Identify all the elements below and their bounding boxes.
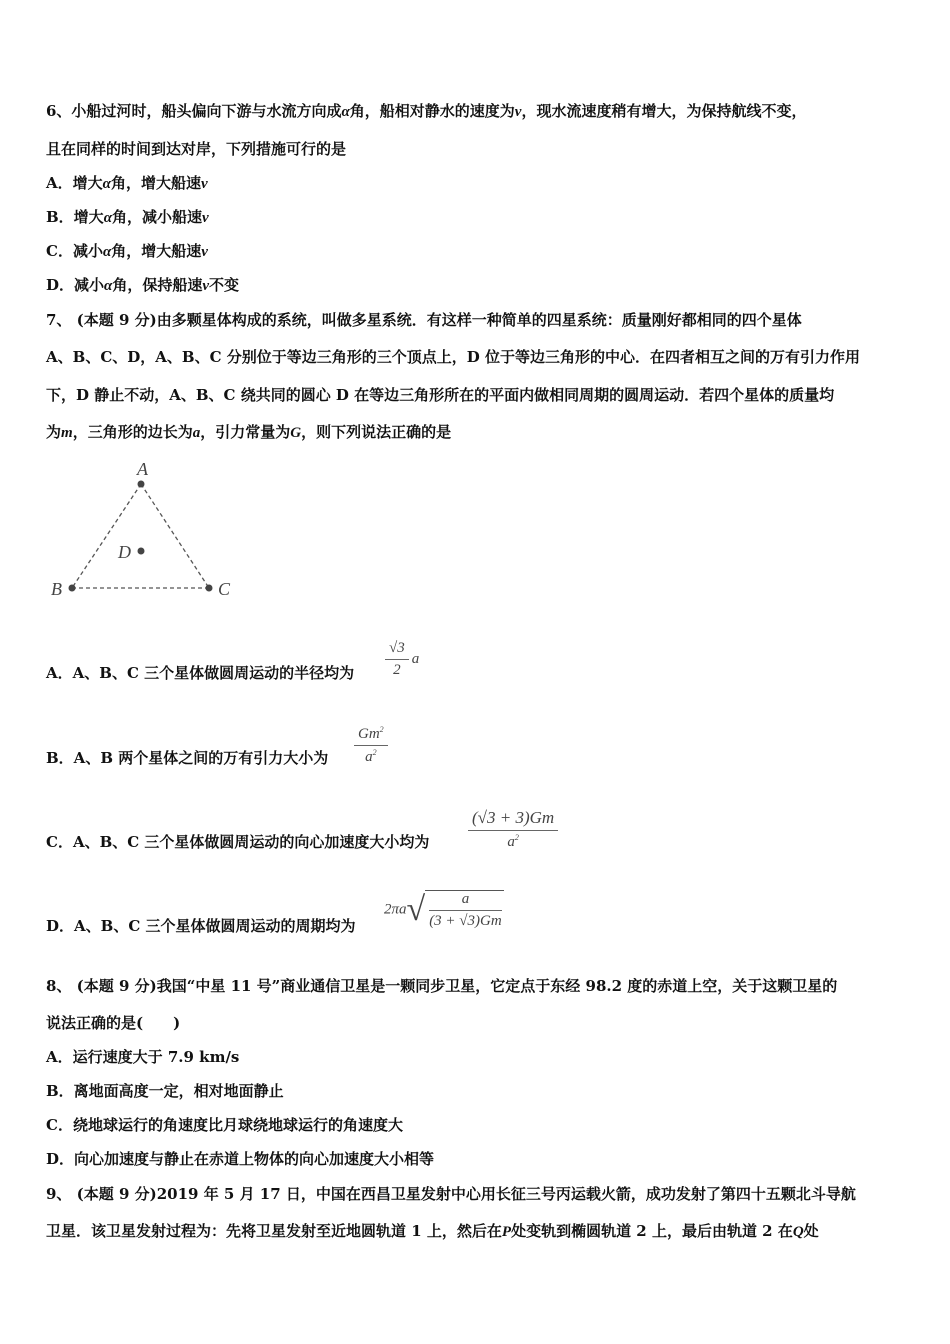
label-d: D [118, 542, 131, 562]
triangle-diagram [44, 455, 244, 605]
edge-ab [72, 484, 141, 588]
q6-option-a: A．增大α角，增大船速v [46, 174, 208, 192]
point-c [206, 585, 213, 592]
q9-line2: 卫星．该卫星发射过程为：先将卫星发射至近地圆轨道 1 上，然后在P处变轨到椭圆轨道 2 上，最后由轨道 2 在Q处 [46, 1222, 819, 1240]
q8-line2: 说法正确的是( ) [46, 1014, 181, 1032]
q7-option-a: A．A、B、C 三个星体做圆周运动的半径均为 [46, 664, 355, 682]
q7-option-d: D．A、B、C 三个星体做圆周运动的周期均为 [46, 917, 356, 935]
label-a: A [137, 459, 148, 479]
q8-option-c: C．绕地球运行的角速度比月球绕地球运行的角速度大 [46, 1116, 403, 1134]
point-b [69, 585, 76, 592]
q8-option-b: B．离地面高度一定，相对地面静止 [46, 1082, 284, 1100]
label-c: C [218, 579, 231, 599]
q6-option-b: B．增大α角，减小船速v [46, 208, 209, 226]
q6-option-c: C．减小α角，增大船速v [46, 242, 208, 260]
q7-option-b: B．A、B 两个星体之间的万有引力大小为 [46, 749, 329, 767]
q8-option-a: A．运行速度大于 7.9 km/s [46, 1048, 240, 1066]
q6-line1: 6、小船过河时，船头偏向下游与水流方向成α角，船相对静水的速度为v，现水流速度稍有增大，为保持航线不变， [46, 102, 807, 120]
edge-ac [141, 484, 209, 588]
q7-option-a-formula: $\frac{√3}{2}$ a [383, 640, 419, 679]
q6-option-d: D．减小α角，保持船速v不变 [46, 276, 240, 294]
point-d [138, 548, 145, 555]
q7-line1: 7、 (本题 9 分)由多颗星体构成的系统，叫做多星系统．有这样一种简单的四星系统：质量刚好都相同的四个星体 [46, 311, 802, 329]
q7-option-c-formula: $\frac{(√3 + 3)Gm}{a^2}$ [466, 808, 558, 851]
q7-option-d-formula: 2πa√ $\frac{a}{(3 + √3)Gm}$ [384, 891, 502, 929]
point-a [138, 481, 145, 488]
q7-line4: 为m，三角形的边长为a，引力常量为G，则下列说法正确的是 [46, 423, 452, 441]
q8-option-d: D．向心加速度与静止在赤道上物体的向心加速度大小相等 [46, 1150, 435, 1168]
q7-line2: A、B、C、D，A、B、C 分别位于等边三角形的三个顶点上，D 位于等边三角形的中心．在四者相互之间的万有引力作用 [46, 348, 860, 366]
q9-line1: 9、 (本题 9 分)2019 年 5 月 17 日，中国在西昌卫星发射中心用长征三号丙运载火箭，成功发射了第四十五颗北斗导航 [46, 1185, 856, 1203]
q7-option-c: C．A、B、C 三个星体做圆周运动的向心加速度大小均为 [46, 833, 430, 851]
sqrt-symbol: √ [406, 891, 426, 928]
label-b: B [51, 579, 62, 599]
q6-line2: 且在同样的时间到达对岸，下列措施可行的是 [46, 140, 347, 158]
q8-line1: 8、 (本题 9 分)我国“中星 11 号”商业通信卫星是一颗同步卫星，它定点于东经 98.2 度的赤道上空，关于这颗卫星的 [46, 977, 838, 995]
q7-option-b-formula: $\frac{Gm^2}{a^2}$ [352, 725, 388, 766]
q7-line3: 下，D 静止不动，A、B、C 绕共同的圆心 D 在等边三角形所在的平面内做相同周期的圆周运动．若四个星体的质量均 [46, 386, 835, 404]
